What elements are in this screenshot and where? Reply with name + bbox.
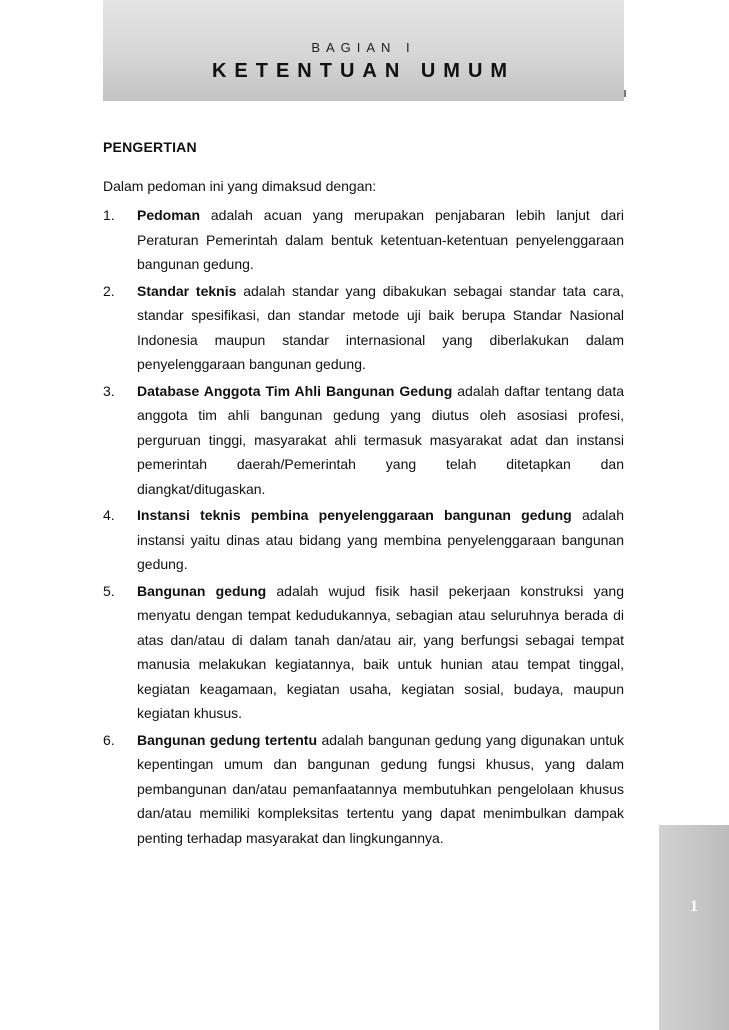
- section-heading: PENGERTIAN: [103, 139, 197, 155]
- chapter-part-label: BAGIAN I: [311, 40, 416, 55]
- definition-body: adalah standar yang dibakukan sebagai standar tata cara, standar spesifikasi, dan standar metode uji baik berupa Standar Nasional Indonesia maupun standar internasional yang diberlakukan dalam penyelenggaraan bangunan gedung.: [137, 282, 624, 372]
- chapter-header-band: [103, 0, 624, 101]
- definition-body: adalah daftar tentang data anggota tim ahli bangunan gedung yang diutus oleh asosiasi profesi, perguruan tinggi, masyarakat ahli termasuk masyarakat adat dan instansi pemerintah daerah/Pemerintah yang telah ditetapkan dan diangkat/ditugaskan.: [137, 382, 624, 497]
- definition-item: [103, 279, 624, 377]
- definition-number: 6.: [103, 731, 115, 748]
- definition-body: adalah wujud fisik hasil pekerjaan konstruksi yang menyatu dengan tempat kedudukannya, sebagian atau seluruhnya berada di atas dan/atau di dalam tanah dan/atau air, yang berfungsi sebagai tempat manusia melakukan kegiatannya, baik untuk hunian atau tempat tinggal, kegiatan keagamaan, kegiatan usaha, kegiatan sosial, budaya, maupun kegiatan khusus.: [137, 582, 624, 721]
- definition-item: [103, 379, 624, 502]
- definition-term: Instansi teknis pembina penyelenggaraan bangunan gedung: [137, 507, 572, 523]
- definition-text: [137, 579, 624, 726]
- definition-term: Database Anggota Tim Ahli Bangunan Gedung: [137, 382, 453, 399]
- definition-text: [137, 279, 624, 377]
- definition-item: [103, 728, 624, 851]
- definition-item: [103, 503, 624, 577]
- definition-body: adalah bangunan gedung yang digunakan untuk kepentingan umum dan bangunan gedung fungsi khusus, yang dalam pembangunan dan/atau pemanfaatannya membutuhkan pengelolaan khusus dan/atau memiliki kompleksitas tertentu yang dapat menimbulkan dampak penting terhadap masyarakat dan lingkungannya.: [137, 731, 624, 846]
- definition-number: 3.: [103, 382, 115, 399]
- definition-text: [137, 379, 624, 502]
- page-number: 1: [690, 898, 698, 915]
- definition-item: [103, 203, 624, 277]
- definition-term: Bangunan gedung: [137, 582, 267, 599]
- definition-term: Bangunan gedung tertentu: [137, 731, 318, 748]
- definition-list: [103, 203, 624, 852]
- header-corner-mark: [624, 90, 626, 97]
- definition-number: 1.: [103, 207, 115, 223]
- intro-text: Dalam pedoman ini yang dimaksud dengan:: [103, 178, 377, 194]
- definition-item: [103, 579, 624, 726]
- definition-number: 4.: [103, 507, 115, 523]
- definition-text: [137, 203, 624, 277]
- definition-text: [137, 503, 624, 577]
- page-side-tab: [659, 825, 729, 1030]
- definition-body: adalah acuan yang merupakan penjabaran lebih lanjut dari Peraturan Pemerintah dalam bentuk ketentuan-ketentuan penyelenggaraan bangunan gedung.: [137, 207, 624, 272]
- definition-body: adalah instansi yaitu dinas atau bidang yang membina penyelenggaraan bangunan gedung.: [137, 507, 624, 572]
- definition-number: 2.: [103, 282, 115, 299]
- definition-text: [137, 728, 624, 851]
- definition-term: Standar teknis: [137, 282, 237, 299]
- chapter-title: KETENTUAN UMUM: [211, 60, 516, 82]
- definition-number: 5.: [103, 582, 115, 599]
- definition-term: Pedoman: [137, 207, 201, 223]
